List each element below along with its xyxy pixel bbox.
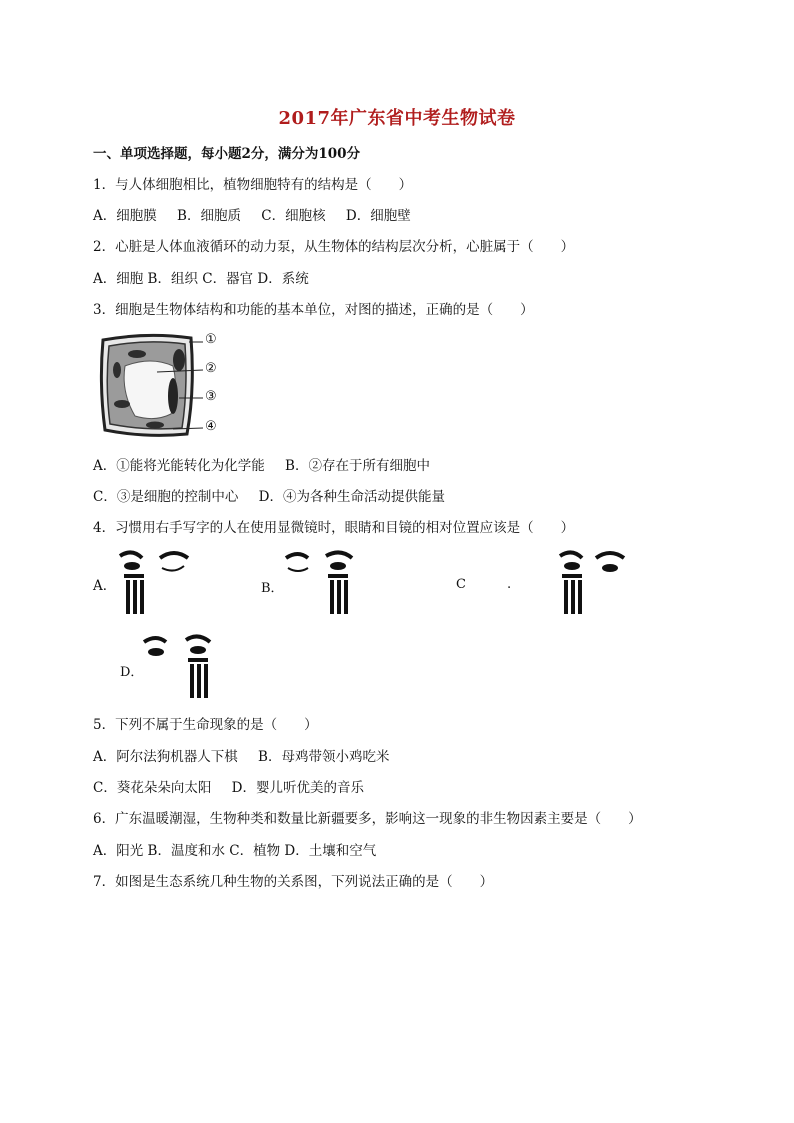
q3-option-a: A．①能将光能转化为化学能 [93,458,265,474]
q5-option-c: C．葵花朵朵向太阳 [93,780,212,796]
question-6-stem: 6．广东温暖潮湿，生物种类和数量比新疆要多，影响这一现象的非生物因素主要是（ ） [93,811,642,827]
q4-option-a-figure [112,548,202,620]
q1-option-d: D．细胞壁 [345,208,411,224]
question-3-stem: 3．细胞是生物体结构和功能的基本单位，对图的描述，正确的是（ ） [93,302,534,318]
eyes-eyepiece-a [112,548,202,620]
exam-title: 2017年广东省中考生物试卷 [278,108,516,129]
label-3: ③ [205,389,217,404]
q3-option-d: D．④为各种生命活动提供能量 [258,489,445,505]
plant-cell-figure [95,330,235,442]
q4-option-d-figure [140,632,220,702]
q3-option-c: C．③是细胞的控制中心 [93,489,239,505]
q4-option-c-figure [556,548,636,620]
q1-option-b: B．细胞质 [177,208,241,224]
eyes-eyepiece-b [282,548,372,620]
label-4: ④ [205,419,217,434]
label-2: ② [205,361,217,376]
q5-option-a: A．阿尔法狗机器人下棋 [93,749,238,765]
eyes-eyepiece-c [556,548,636,620]
q4-option-a-label: A． [93,578,117,594]
q4-option-c-label: C [456,577,466,592]
question-3-options-row1 [93,457,446,475]
question-1-options [93,207,427,225]
eyes-eyepiece-d [140,632,220,702]
q1-option-c: C．细胞核 [261,208,326,224]
question-7-stem: 7．如图是生态系统几种生物的关系图，下列说法正确的是（ ） [93,874,494,890]
question-2-options: A．细胞 B．组织 C．器官 D．系统 [93,271,309,287]
question-4-stem: 4．习惯用右手写字的人在使用显微镜时，眼睛和目镜的相对位置应该是（ ） [93,520,575,536]
question-3-options-row2 [93,488,461,506]
section-heading: 一、单项选择题，每小题2分，满分为100分 [93,146,361,162]
q3-option-b: B．②存在于所有细胞中 [285,458,430,474]
q4-option-b-label: B． [261,581,284,596]
question-5-options-row1 [93,748,405,766]
q4-option-b-figure [282,548,372,620]
q1-option-a: A．细胞膜 [93,208,157,224]
question-5-options-row2 [93,779,380,797]
question-1-stem: 1．与人体细胞相比，植物细胞特有的结构是（ ） [93,177,413,193]
question-5-stem: 5．下列不属于生命现象的是（ ） [93,717,318,733]
label-1: ① [205,332,217,347]
q5-option-d: D．婴儿听优美的音乐 [231,780,364,796]
question-2-stem: 2．心脏是人体血液循环的动力泵，从生物体的结构层次分析，心脏属于（ ） [93,239,575,255]
q5-option-b: B．母鸡带领小鸡吃米 [258,749,390,765]
q4-option-c-dot: . [507,577,512,592]
question-6-options: A．阳光 B．温度和水 C．植物 D．土壤和空气 [93,843,377,859]
q4-option-d-label: D． [120,665,144,680]
